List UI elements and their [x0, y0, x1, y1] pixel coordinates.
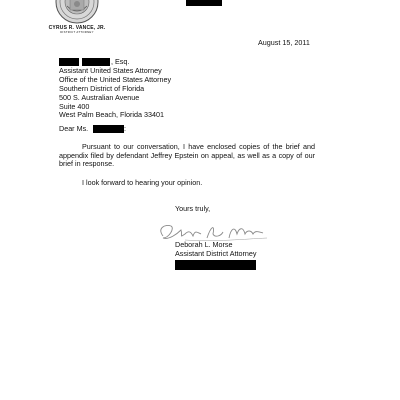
redaction-recipient-last-name — [82, 58, 110, 66]
address-line: Office of the United States Attorney — [59, 74, 172, 84]
address-line: Southern District of Florida — [59, 83, 145, 93]
redaction-recipient-first-name — [59, 58, 79, 66]
seal-icon — [53, 0, 101, 24]
body-paragraph: I look forward to hearing your opinion. — [82, 178, 203, 187]
recipient-address — [59, 67, 259, 120]
address-line: West Palm Beach, Florida 33401 — [59, 110, 164, 120]
body-paragraph: Pursuant to our conversation, I have enclosed copies of the brief and appendix filed by defendant Jeffrey Epstein on appeal, as well as a copy of our brief in response. — [59, 142, 315, 169]
redaction-greeting-name — [93, 125, 124, 133]
recipient-esq: , Esq. — [111, 57, 130, 66]
address-line: Suite 400 — [59, 101, 90, 111]
letter-date: August 15, 2011 — [258, 38, 310, 47]
address-line: Assistant United States Attorney — [59, 66, 162, 75]
greeting-suffix: : — [124, 124, 126, 133]
redaction-top — [186, 0, 222, 6]
valediction: Yours truly, — [175, 204, 211, 213]
greeting-prefix: Dear Ms. — [59, 124, 89, 133]
signer-title: Assistant District Attorney — [175, 249, 257, 258]
signer-name: Deborah L. Morse — [175, 240, 233, 249]
letterhead-name: CYRUS R. VANCE, JR. — [48, 25, 106, 31]
letterhead-title: DISTRICT ATTORNEY — [60, 30, 94, 34]
district-attorney-seal — [53, 0, 101, 24]
redaction-bottom — [175, 260, 256, 270]
address-line: 500 S. Australian Avenue — [59, 92, 140, 102]
greeting — [59, 125, 88, 134]
